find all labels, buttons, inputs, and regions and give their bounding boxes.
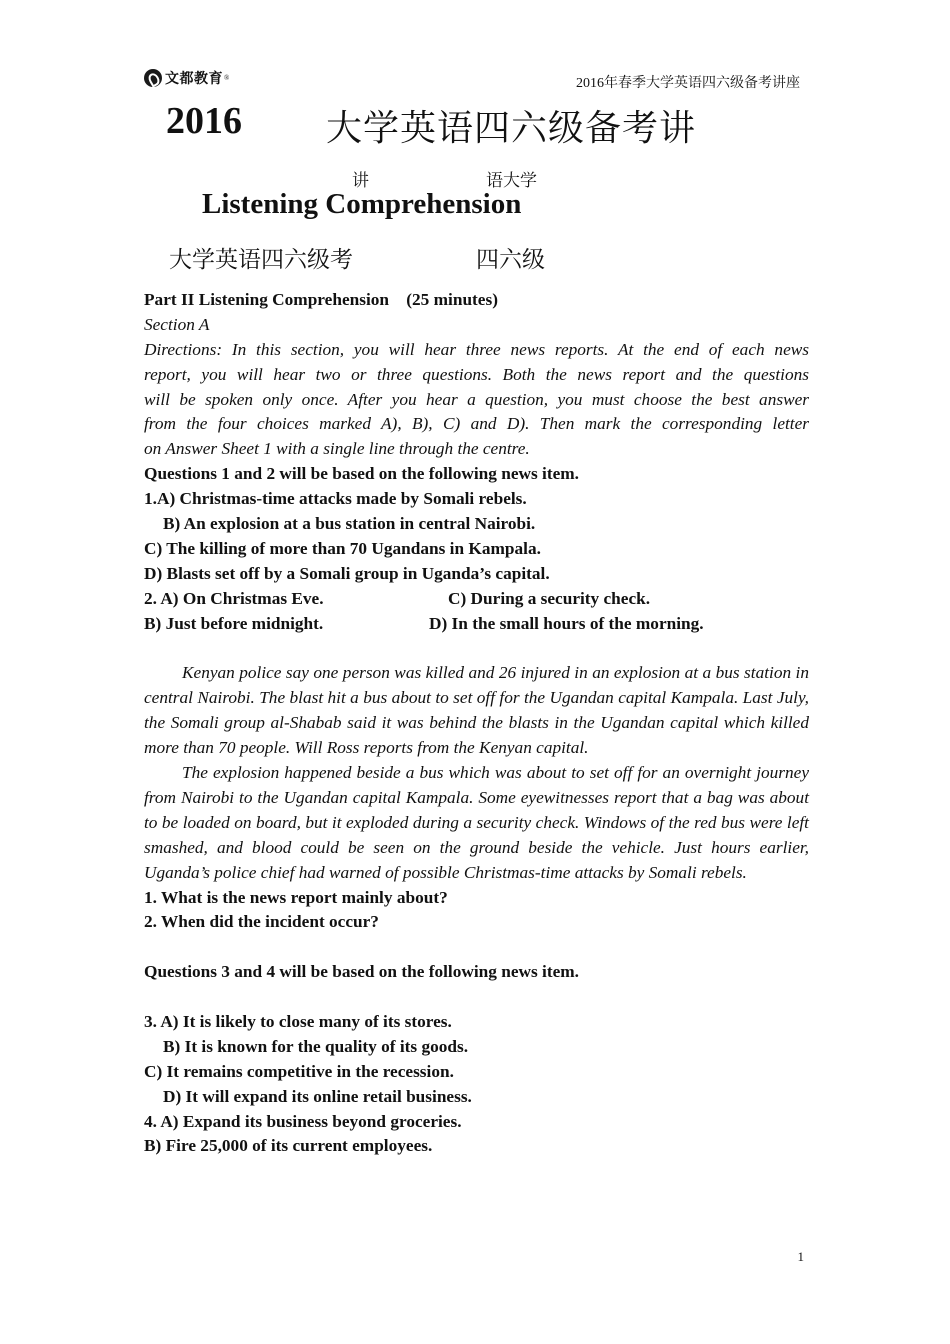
document-body [144, 288, 809, 1159]
q2-option-d: D) In the small hours of the morning. [429, 613, 704, 633]
question-2: 2. When did the incident occur? [144, 912, 379, 932]
directions-line: report, you will hear two or three questions. Both the news report and the questions [144, 364, 809, 384]
q1-option-d: D) Blasts set off by a Somali group in Uganda’s capital. [144, 563, 550, 583]
title-chinese: 大学英语四六级备考讲 [326, 108, 697, 149]
q1-option-c: C) The killing of more than 70 Ugandans in Kampala. [144, 538, 541, 558]
directions-line: on Answer Sheet 1 with a single line through the centre. [144, 439, 530, 459]
question-1: 1. What is the news report mainly about? [144, 887, 448, 907]
subtitle-right: 语大学 [486, 171, 537, 191]
q2-option-c: C) During a security check. [448, 588, 651, 608]
q3-option-c: C) It remains competitive in the recession. [144, 1061, 454, 1081]
q1-option-b: B) An explosion at a bus station in central Nairobi. [163, 514, 536, 534]
q1-option-a: 1.A) Christmas-time attacks made by Somali rebels. [144, 489, 527, 509]
directions [144, 338, 809, 462]
logo-icon [144, 69, 162, 87]
q2-option-a: 2. A) On Christmas Eve. [144, 588, 324, 608]
q3-option-d: D) It will expand its online retail business. [163, 1086, 472, 1106]
subtitle-cn-right: 四六级 [476, 247, 545, 273]
registered-mark: ® [224, 74, 230, 82]
transcript-paragraph-2: The explosion happened beside a bus which was about to set off for an overnight journey from Nairobi to the Ugandan capital Kampala. Some eyewitnesses report that a bag was about to be loaded on board, but it exploded during a security check. Windows of the red bus were left smashed, and blood could be seen on the ground beside the vehicle. Just hours earlier, Uganda’s police chief had warned of possible Christmas-time attacks by Somali rebels. [144, 762, 809, 882]
item1-intro: Questions 1 and 2 will be based on the following news item. [144, 464, 579, 484]
q3-option-a: 3. A) It is likely to close many of its stores. [144, 1011, 452, 1031]
header-title: 2016年春季大学英语四六级备考讲座 [576, 76, 800, 91]
item2-intro: Questions 3 and 4 will be based on the following news item. [144, 962, 579, 982]
title-year: 2016 [166, 100, 242, 142]
transcript-paragraph-1: Kenyan police say one person was killed and 26 injured in an explosion at a bus station in central Nairobi. The blast hit a bus about to set off for the Ugandan capital Kampala. Last July, the Somali group al-Shabab said it was behind the blasts in the Ugandan capital which killed more than 70 people. Will Ross reports from the Kenyan capital. [144, 663, 809, 758]
subtitle-left: 讲 [352, 171, 369, 191]
q2-row-1 [144, 587, 809, 612]
q4-option-a: 4. A) Expand its business beyond groceries. [144, 1111, 462, 1131]
logo [144, 68, 229, 88]
q4-option-b: B) Fire 25,000 of its current employees. [144, 1136, 433, 1156]
directions-line: from the four choices marked A), B), C) and D). Then mark the corresponding letter [144, 414, 809, 434]
logo-text: 文都教育 [165, 71, 223, 87]
directions-line: will be spoken only once. After you hear a question, you must choose the best answer [144, 389, 809, 409]
section-title-en: Listening Comprehension [202, 188, 522, 220]
part-heading: Part II Listening Comprehension (25 minutes) [144, 290, 498, 309]
transcript [144, 661, 809, 885]
section-label: Section A [144, 314, 210, 334]
directions-line: Directions: In this section, you will hear three news reports. At the end of each news [144, 339, 809, 359]
subtitle-cn-left: 大学英语四六级考 [169, 247, 353, 273]
page-number: 1 [797, 1249, 804, 1264]
q3-option-b: B) It is known for the quality of its goods. [163, 1036, 469, 1056]
q2-option-b: B) Just before midnight. [144, 613, 324, 633]
q2-row-2 [144, 612, 809, 637]
